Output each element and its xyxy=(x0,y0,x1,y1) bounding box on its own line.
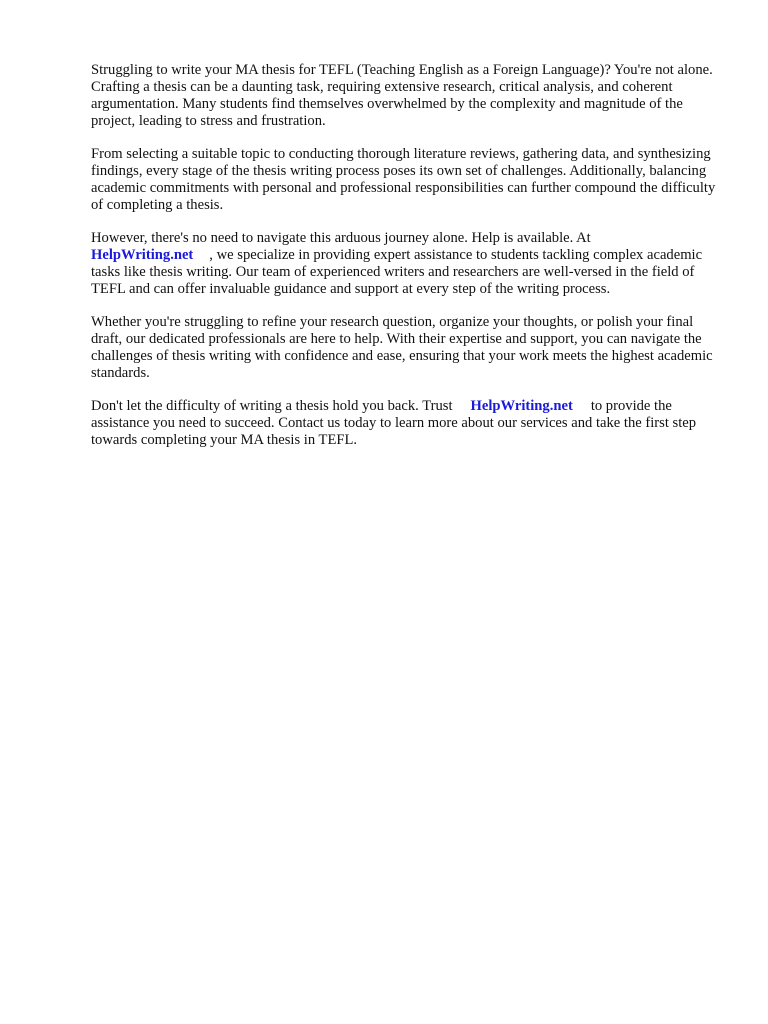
paragraph-challenges: From selecting a suitable topic to conducting thorough literature reviews, gathering data, and synthesizing findings, every stage of the thesis writing process poses its own set of challenges. Additionally, balancing academic commitments with personal and professional responsibilities can further compound the difficulty of completing a thesis. xyxy=(91,146,716,213)
document-body xyxy=(91,62,727,465)
paragraph-cta-lead: Don't let the difficulty of writing a thesis hold you back. Trust xyxy=(91,398,453,414)
paragraph-help-rest: , we specialize in providing expert assistance to students tackling complex academic tasks like thesis writing. Our team of experienced writers and researchers are well-versed in the field of TEFL and can offer invaluable guidance and support at every step of the writing process. xyxy=(91,247,703,297)
helpwriting-link-cta[interactable]: HelpWriting.net xyxy=(470,398,573,414)
paragraph-help-lead: However, there's no need to navigate this arduous journey alone. Help is available. At xyxy=(91,230,591,246)
helpwriting-link[interactable]: HelpWriting.net xyxy=(91,247,194,263)
paragraph-support: Whether you're struggling to refine your research question, organize your thoughts, or polish your final draft, our dedicated professionals are here to help. With their expertise and support, you can navigate the challenges of thesis writing with confidence and ease, ensuring that your work meets the highest academic standards. xyxy=(91,314,713,381)
paragraph-intro: Struggling to write your MA thesis for TEFL (Teaching English as a Foreign Language)? You're not alone. Crafting a thesis can be a daunting task, requiring extensive research, critical analysis, and coherent argumentation. Many students find themselves overwhelmed by the complexity and magnitude of the project, leading to stress and frustration. xyxy=(91,62,713,129)
paragraph-cta xyxy=(91,398,727,449)
paragraph-help xyxy=(91,230,727,298)
paragraph-cta-rest: to provide the assistance you need to succeed. Contact us today to learn more about our services and take the first step towards completing your MA thesis in TEFL. xyxy=(91,398,697,448)
